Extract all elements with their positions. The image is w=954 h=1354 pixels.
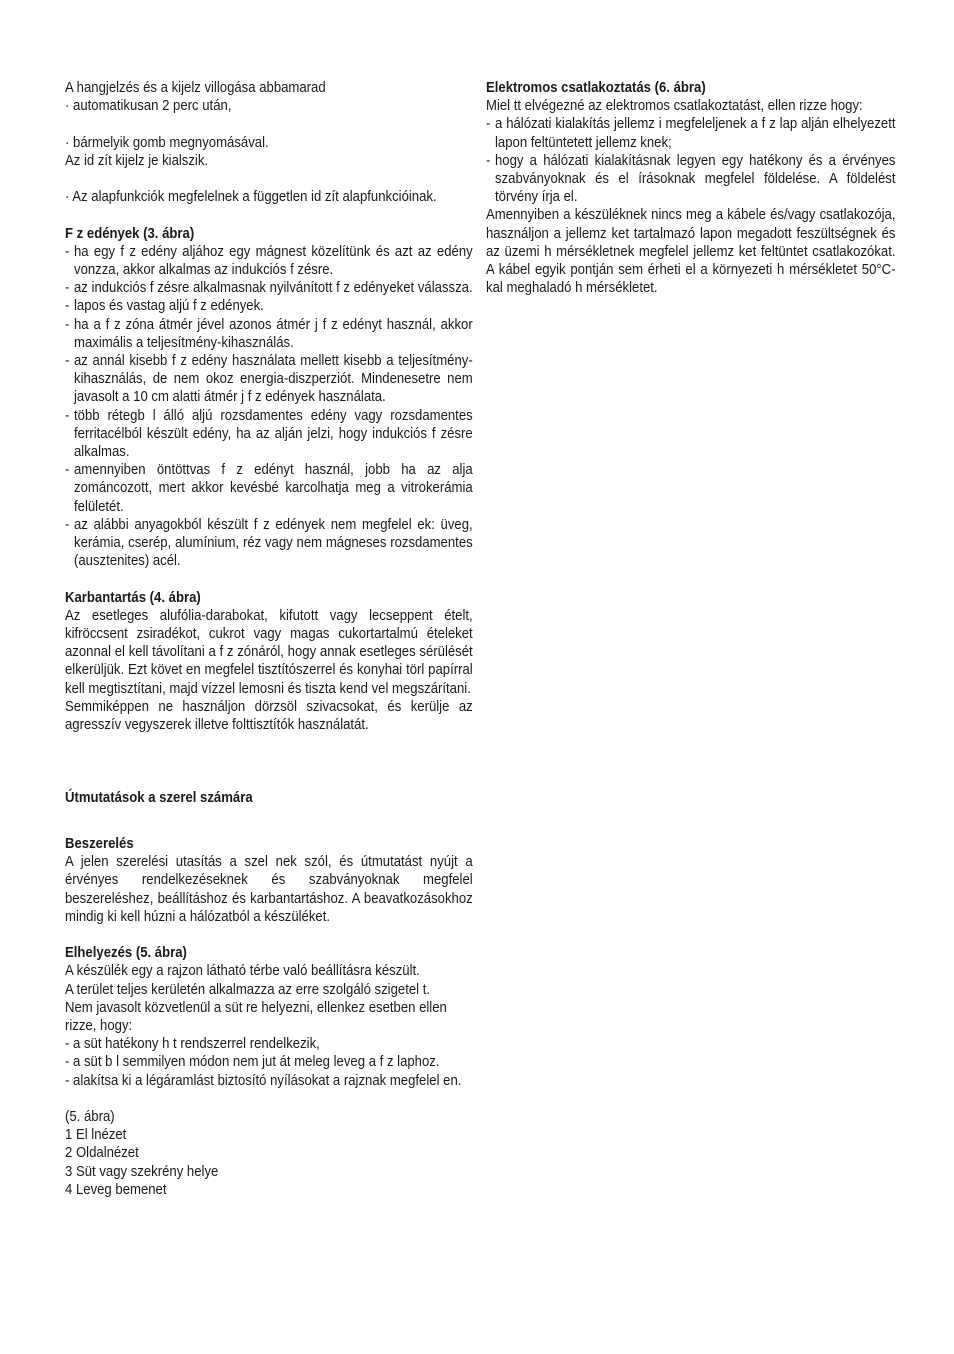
placement-line: - a süt hatékony h t rendszerrel rendelkezik, bbox=[65, 1036, 320, 1053]
intro-section bbox=[65, 79, 473, 206]
placement-line: - alakítsa ki a légáramlást biztosító nyílásokat a rajznak megfelel en. bbox=[65, 1072, 462, 1089]
figure5-item: 2 Oldalnézet bbox=[65, 1145, 139, 1162]
list-item: - ha a f z zóna átmér jével azonos átmér j f z edényt használ, akkor maximális a teljesítmény-kihasználás. bbox=[65, 316, 473, 352]
placement-line: A készülék egy a rajzon látható térbe való beállításra készült. bbox=[65, 963, 420, 980]
left-column bbox=[65, 79, 473, 1199]
list-item: - a hálózati kialakítás jellemz i megfeleljenek a f z lap alján elhelyezett lapon feltüntetett jellemz knek; bbox=[486, 115, 896, 151]
list-item: - hogy a hálózati kialakításnak legyen egy hatékony és a érvényes szabványoknak és el írásoknak megfelel földelése. A földelést törvény írja el. bbox=[486, 152, 896, 207]
blank-line bbox=[65, 115, 473, 133]
electrical-heading: Elektromos csatlakoztatás (6. ábra) bbox=[486, 80, 706, 96]
electrical-intro: Miel tt elvégezné az elektromos csatlakoztatást, ellen rizze hogy: bbox=[486, 98, 863, 115]
pans-section bbox=[65, 225, 473, 571]
pans-list bbox=[65, 243, 473, 571]
figure5-item: 3 Süt vagy szekrény helye bbox=[65, 1163, 219, 1180]
section-gap bbox=[65, 926, 473, 944]
maintenance-paragraph: Az esetleges alufólia-darabokat, kifutott vagy lecseppent ételt, kifröccsent zsiradékot, cukrot vagy magas cukortartalmú ételeket azonnal el kell távolítani a f z zónáról, hogy annak esetleges sérülését elkerüljük. Ezt követ en megfelel tisztítószerrel és konyhai törl papírral kell megtisztítani, majd vízzel lemosni és tiszta kend vel megszárítani. bbox=[65, 607, 473, 697]
right-column bbox=[486, 79, 896, 297]
placement-line: Nem javasolt közvetlenül a süt re helyezni, ellenkez esetben ellen bbox=[65, 999, 447, 1016]
installer-heading: Útmutatások a szerel számára bbox=[65, 789, 253, 806]
figure5-title: (5. ábra) bbox=[65, 1109, 115, 1126]
maintenance-heading: Karbantartás (4. ábra) bbox=[65, 589, 201, 606]
section-gap bbox=[65, 206, 473, 224]
electrical-paragraph: Amennyiben a készüléknek nincs meg a kábele és/vagy csatlakozója, használjon a jellemz ket tartalmazó lapon megadott feszültségnek és az üzemi h mérsékletnek megfelel jellemz ket feltüntet csatlakozókat. A kábel egyik pontján sem érheti el a környezeti h mérsékletet 50°C-kal meghaladó h mérsékletet. bbox=[486, 207, 896, 297]
placement-line: rizze, hogy: bbox=[65, 1018, 133, 1035]
placement-section bbox=[65, 944, 473, 1090]
installation-heading: Beszerelés bbox=[65, 836, 134, 853]
intro-line: · bármelyik gomb megnyomásával. bbox=[65, 134, 269, 151]
section-gap bbox=[65, 734, 473, 752]
intro-line: · Az alapfunkciók megfelelnek a független id zít alapfunkcióinak. bbox=[65, 189, 437, 206]
section-gap bbox=[65, 1090, 473, 1108]
figure5-legend bbox=[65, 1108, 473, 1199]
installation-paragraph: A jelen szerelési utasítás a szel nek szól, és útmutatást nyújt a érvényes rendelkezéseknek és szabványoknak megfelel beszereléshez, beállításhoz és karbantartáshoz. A beavatkozásokhoz mindig ki kell húzni a hálózatból a készüléket. bbox=[65, 854, 473, 925]
section-gap bbox=[65, 771, 473, 789]
list-item: - az annál kisebb f z edény használata mellett kisebb a teljesítmény-kihasználás, de nem okoz energia-diszperziót. Mindenesetre nem javasolt a 10 cm alatti átmér j f z edények használata. bbox=[65, 352, 473, 407]
placement-line: - a süt b l semmilyen módon nem jut át meleg leveg a f z laphoz. bbox=[65, 1054, 440, 1071]
pans-heading: F z edények (3. ábra) bbox=[65, 225, 195, 242]
intro-line: Az id zít kijelz je kialszik. bbox=[65, 152, 209, 169]
list-item: - ha egy f z edény aljához egy mágnest közelítünk és azt az edény vonzza, akkor alkalmas az indukciós f zésre. bbox=[65, 243, 473, 279]
blank-line bbox=[65, 170, 473, 188]
figure5-item: 1 El lnézet bbox=[65, 1127, 127, 1144]
electrical-section bbox=[486, 79, 896, 297]
section-gap bbox=[65, 752, 473, 770]
list-item: - amennyiben öntöttvas f z edényt használ, jobb ha az alja zománcozott, mert akkor kevésbé karcolhatja meg a vitrokerámia felületét. bbox=[65, 461, 473, 516]
list-item: - több rétegb l álló aljú rozsdamentes edény vagy rozsdamentes ferritacélból készült edény, ha az alján jelzi, hogy indukciós f zésre alkalmas. bbox=[65, 407, 473, 462]
maintenance-paragraph: Semmiképpen ne használjon dörzsöl szivacsokat, és kerülje az agresszív vegyszerek illetve folttisztítók használatát. bbox=[65, 698, 473, 734]
section-gap bbox=[65, 570, 473, 588]
list-item: - az indukciós f zésre alkalmasnak nyilvánított f z edényeket válassza. bbox=[65, 279, 473, 297]
section-gap bbox=[65, 807, 473, 835]
electrical-list bbox=[486, 115, 896, 206]
maintenance-section bbox=[65, 589, 473, 735]
figure5-item: 4 Leveg bemenet bbox=[65, 1181, 167, 1198]
intro-line: · automatikusan 2 perc után, bbox=[65, 98, 232, 115]
list-item: - lapos és vastag aljú f z edények. bbox=[65, 297, 473, 315]
placement-line: A terület teljes kerületén alkalmazza az erre szolgáló szigetel t. bbox=[65, 981, 431, 998]
placement-heading: Elhelyezés (5. ábra) bbox=[65, 945, 187, 962]
installation-section bbox=[65, 835, 473, 926]
list-item: - az alábbi anyagokból készült f z edények nem megfelel ek: üveg, kerámia, cserép, alumínium, réz vagy nem mágneses rozsdamentes (ausztenites) acél. bbox=[65, 516, 473, 571]
intro-line: A hangjelzés és a kijelz villogása abbamarad bbox=[65, 80, 326, 96]
